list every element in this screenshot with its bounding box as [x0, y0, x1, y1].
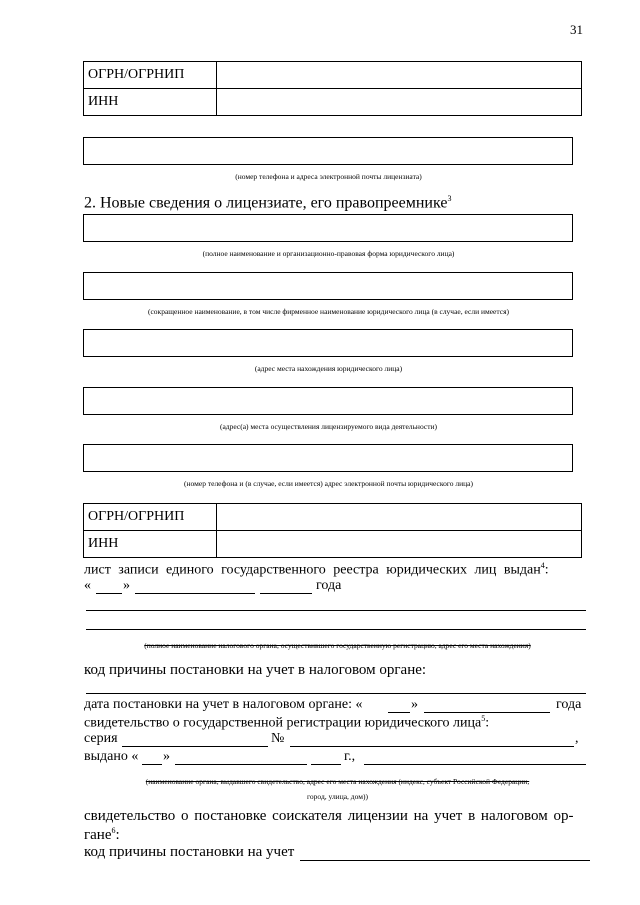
issued-day-field[interactable]: [142, 764, 162, 765]
caption-activity-address: (адрес(а) места осуществления лицензируемого вида деятельности): [219, 422, 438, 431]
full-name-field[interactable]: [83, 214, 573, 242]
egrul-year-label: года: [316, 578, 342, 593]
ogrn-inn-table: [83, 61, 582, 116]
tax-date-quote-close: »: [411, 697, 418, 712]
number-comma: ,: [575, 731, 579, 746]
tax-organ-line-1[interactable]: [86, 610, 586, 611]
egrul-quote-close: »: [123, 578, 130, 593]
inn-label-2: ИНН: [84, 531, 217, 558]
ogrn-label: ОГРН/ОГРНИП: [84, 62, 217, 89]
egrul-day-field[interactable]: [96, 593, 122, 594]
inn-value-cell[interactable]: [217, 89, 582, 116]
caption-short-name: (сокращенное наименование, в том числе фирменное наименование юридического лица (в случае, если имеется): [147, 307, 510, 316]
kpp-label: код причины постановки на учет в налоговом органе:: [84, 662, 427, 678]
inn-value-cell-2[interactable]: [217, 531, 582, 558]
section-2-title: 2. Новые сведения о лицензиате, его правопреемнике$^3$: [84, 194, 452, 212]
tax-date-month-field[interactable]: [424, 712, 550, 713]
kpp-field[interactable]: [86, 693, 586, 694]
egrul-year-field[interactable]: [260, 593, 312, 594]
short-name-field[interactable]: [83, 272, 573, 300]
issued-month-field[interactable]: [175, 764, 307, 765]
caption-issuer-2: город, улица, дом)): [307, 792, 368, 801]
issuer-field[interactable]: [364, 764, 586, 765]
tax-date-day-field[interactable]: [388, 712, 410, 713]
cert2-line-1: свидетельство о постановке соискателя лицензии на учет в налоговом ор-: [84, 808, 574, 824]
series-label: серия: [84, 731, 118, 746]
issued-g-label: г.,: [344, 749, 356, 764]
page-number: 31: [570, 22, 583, 37]
series-field[interactable]: [122, 746, 268, 747]
activity-address-field[interactable]: [83, 387, 573, 415]
ogrn-label-2: ОГРН/ОГРНИП: [84, 504, 217, 531]
cert-label: свидетельство о государственной регистрации юридического лица$^5$:: [84, 714, 490, 731]
tax-date-label: дата постановки на учет в налоговом органе: «: [84, 697, 363, 712]
phone-email-legal-field[interactable]: [83, 444, 573, 472]
kpp2-label: код причины постановки на учет: [84, 844, 295, 860]
caption-issuer-1: (наименование органа, выдавшего свидетельство, адрес его места нахождения (индекс, субъект Российской Федерации,: [145, 777, 530, 786]
caption-phone-email-legal: (номер телефона и (в случае, если имеется) адрес электронной почты юридического лица): [184, 479, 473, 488]
caption-full-name: (полное наименование и организационно-правовая форма юридического лица): [202, 249, 455, 258]
number-field[interactable]: [290, 746, 574, 747]
issued-quote-close: »: [163, 749, 170, 764]
kpp2-field[interactable]: [300, 860, 590, 861]
phone-email-field[interactable]: [83, 137, 573, 165]
caption-address: (адрес места нахождения юридического лица): [254, 364, 403, 373]
egrul-month-field[interactable]: [135, 593, 255, 594]
tax-date-year-label: года: [556, 697, 582, 712]
issued-year-field[interactable]: [311, 764, 341, 765]
caption-phone-email: (номер телефона и адреса электронной почты лицензиата): [235, 172, 422, 181]
issued-label: выдано «: [84, 749, 139, 764]
address-field[interactable]: [83, 329, 573, 357]
ogrn-inn-table-2: [83, 503, 582, 558]
cert2-line-2: гане$^6$:: [84, 826, 120, 843]
inn-label: ИНН: [84, 89, 217, 116]
ogrn-value-cell-2[interactable]: [217, 504, 582, 531]
egrul-quote-open: «: [84, 578, 91, 593]
ogrn-value-cell[interactable]: [217, 62, 582, 89]
tax-organ-line-2[interactable]: [86, 629, 586, 630]
caption-tax-organ: (полное наименование налогового органа, осуществившего государственную регистрацию, адрес его места нахождения): [144, 641, 531, 650]
number-label: №: [271, 731, 285, 746]
egrul-label: лист записи единого государственного реестра юридических лиц выдан$^4$:: [84, 561, 549, 578]
